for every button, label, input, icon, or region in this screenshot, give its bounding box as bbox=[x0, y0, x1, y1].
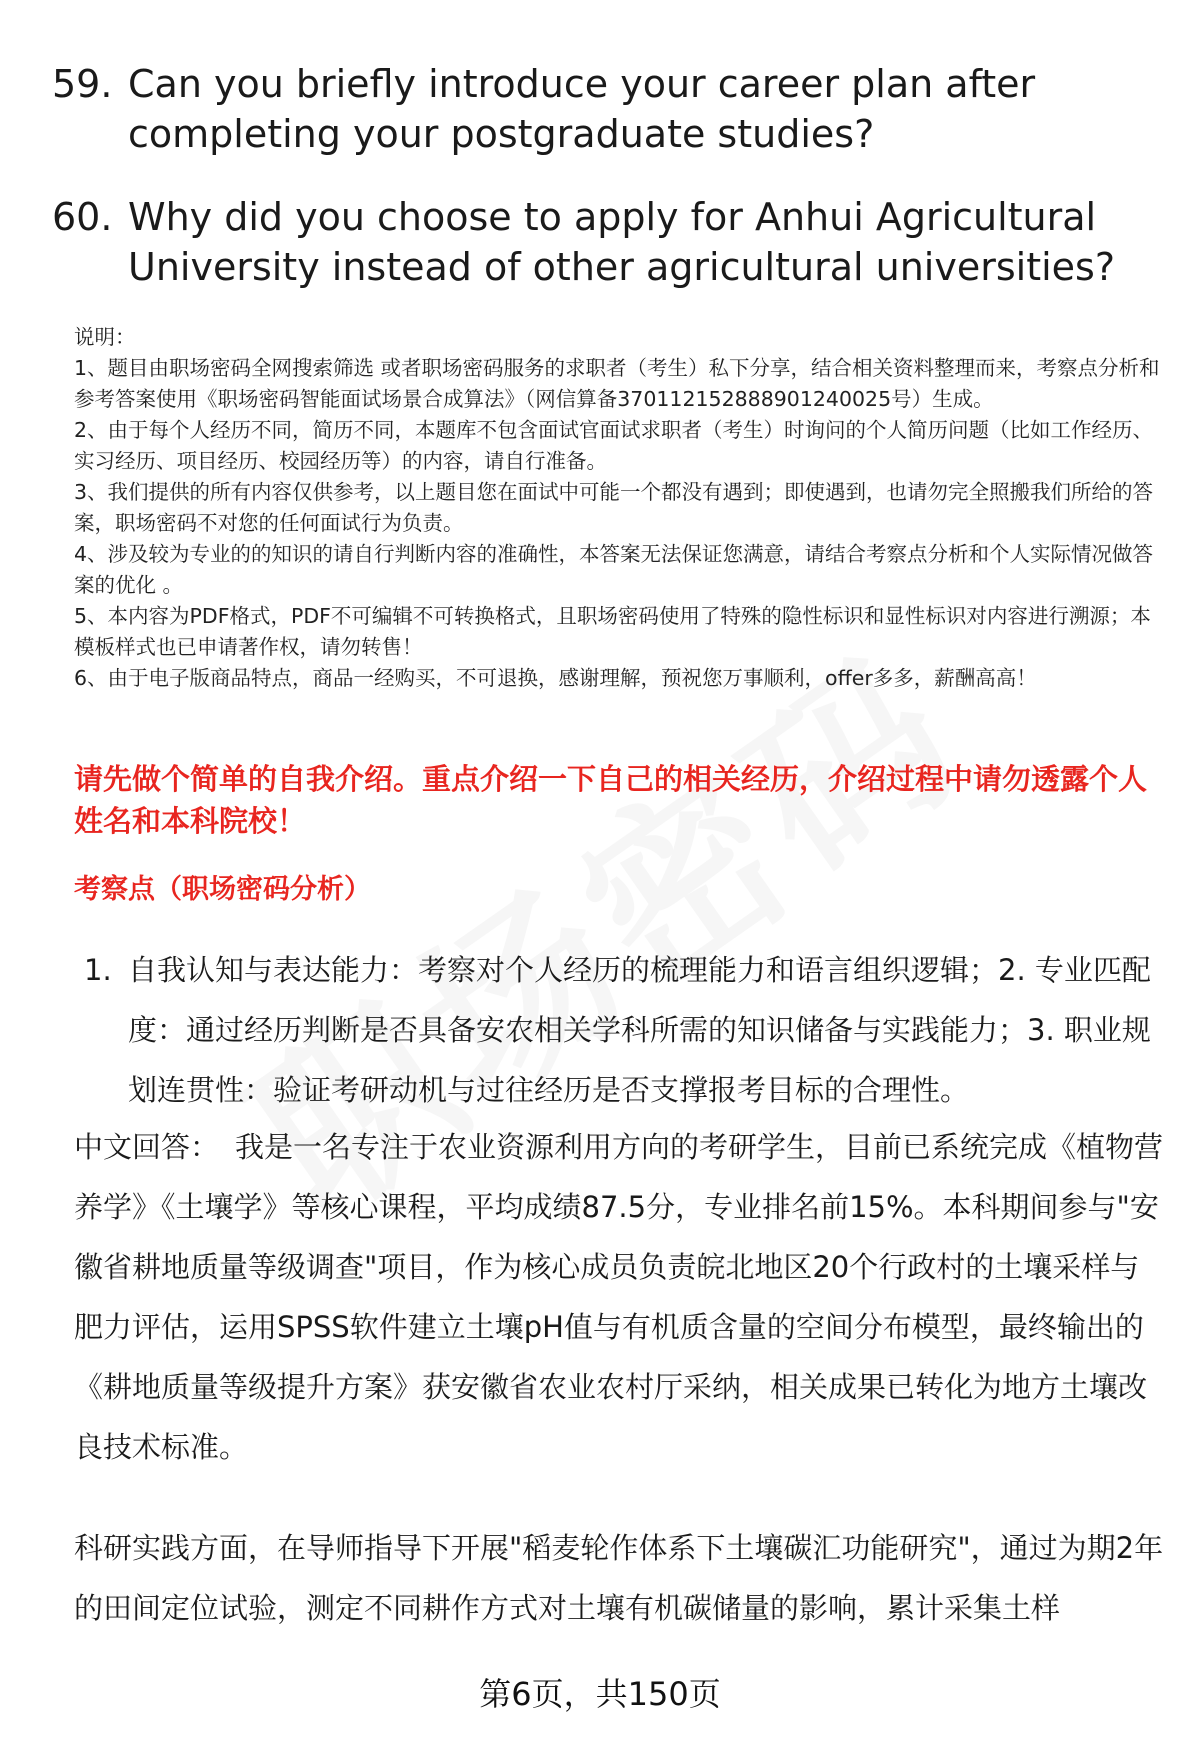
analysis-list bbox=[84, 940, 1164, 1120]
note-item: 3、我们提供的所有内容仅供参考，以上题目您在面试中可能一个都没有遇到；即使遇到，也请勿完全照搬我们所给的答案，职场密码不对您的任何面试行为负责。 bbox=[74, 480, 1154, 535]
question-text: Can you briefly introduce your career plan after completing your postgraduate studies? bbox=[128, 62, 1036, 156]
note-item: 2、由于每个人经历不同，简历不同，本题库不包含面试官面试求职者（考生）时询问的个人简历问题（比如工作经历、实习经历、项目经历、校园经历等）的内容，请自行准备。 bbox=[74, 418, 1154, 473]
question-59 bbox=[52, 59, 1162, 159]
notes-section bbox=[74, 322, 1164, 694]
analysis-heading: 考察点（职场密码分析） bbox=[74, 874, 371, 905]
notes-heading: 说明： bbox=[74, 325, 136, 349]
answer-paragraph bbox=[74, 1117, 1164, 1477]
page-footer: 第6页，共150页 bbox=[479, 1675, 721, 1713]
note-item: 5、本内容为PDF格式，PDF不可编辑不可转换格式，且职场密码使用了特殊的隐性标识和显性标识对内容进行溯源；本模板样式也已申请著作权，请勿转售！ bbox=[74, 604, 1151, 659]
question-number: 59. bbox=[52, 62, 113, 106]
analysis-number: 1. bbox=[84, 953, 112, 987]
answer-paragraph-2: 科研实践方面，在导师指导下开展"稻麦轮作体系下土壤碳汇功能研究"，通过为期2年的田间定位试验，测定不同耕作方式对土壤有机碳储量的影响，累计采集土样 bbox=[74, 1531, 1164, 1625]
note-item: 6、由于电子版商品特点，商品一经购买，不可退换，感谢理解，预祝您万事顺利，offer多多，薪酬高高！ bbox=[74, 666, 1037, 690]
question-60 bbox=[52, 192, 1162, 292]
question-number: 60. bbox=[52, 195, 113, 239]
answer-text: 我是一名专注于农业资源利用方向的考研学生，目前已系统完成《植物营养学》《土壤学》等核心课程，平均成绩87.5分，专业排名前15%。本科期间参与"安徽省耕地质量等级调查"项目，作为核心成员负责皖北地区20个行政村的土壤采样与肥力评估，运用SPSS软件建立土壤pH值与有机质含量的空间分布模型，最终输出的《耕地质量等级提升方案》获安徽省农业农村厅采纳，相关成果已转化为地方土壤改良技术标准。 bbox=[74, 1130, 1164, 1464]
answer-label: 中文回答： bbox=[74, 1130, 220, 1164]
note-item: 1、题目由职场密码全网搜索筛选 或者职场密码服务的求职者（考生）私下分享，结合相关资料整理而来，考察点分析和参考答案使用《职场密码智能面试场景合成算法》（网信算备370112152888901240025号）生成。 bbox=[74, 356, 1160, 411]
section-question-title: 请先做个简单的自我介绍。重点介绍一下自己的相关经历，介绍过程中请勿透露个人姓名和本科院校！ bbox=[74, 762, 1148, 838]
analysis-text: 自我认知与表达能力：考察对个人经历的梳理能力和语言组织逻辑；2. 专业匹配度：通过经历判断是否具备安农相关学科所需的知识储备与实践能力；3. 职业规划连贯性：验证考研动机与过往经历是否支撑报考目标的合理性。 bbox=[128, 953, 1151, 1107]
note-item: 4、涉及较为专业的的知识的请自行判断内容的准确性，本答案无法保证您满意，请结合考察点分析和个人实际情况做答案的优化 。 bbox=[74, 542, 1154, 597]
question-text: Why did you choose to apply for Anhui Agricultural University instead of other agricultural universities? bbox=[128, 195, 1116, 289]
